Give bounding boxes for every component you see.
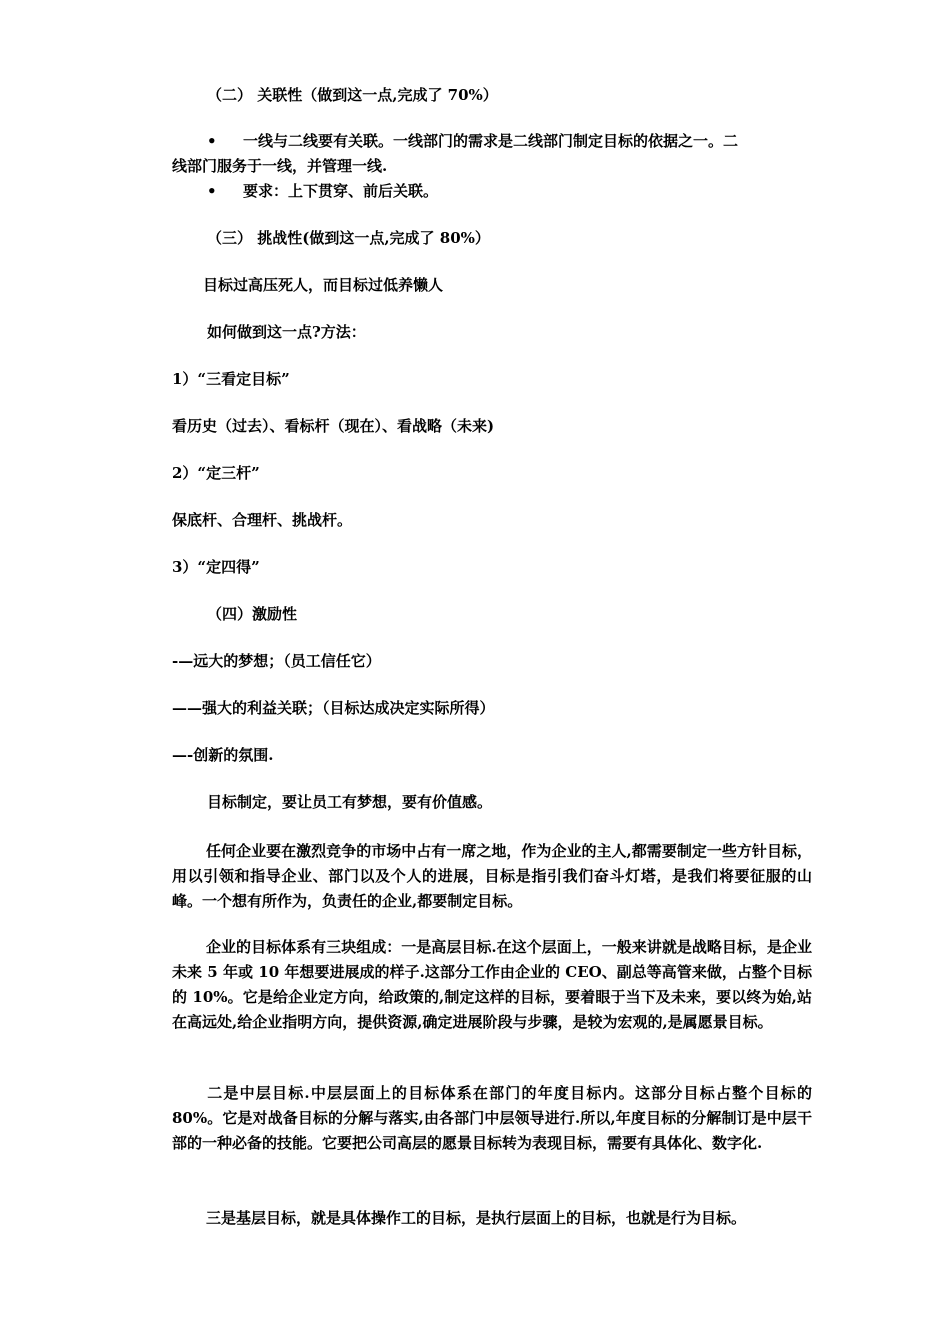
- bullet-marker: •: [207, 132, 217, 150]
- item-1-body: 看历史（过去）、看标杆（现在）、看战略（未来): [172, 417, 495, 435]
- section-3-paragraph-2: 如何做到这一点?方法：: [207, 323, 366, 341]
- mid-level-paragraph: [172, 1081, 812, 1156]
- base-level-paragraph: [172, 1206, 812, 1231]
- item-2-body: 保底杆、合理杆、挑战杆。: [172, 511, 353, 529]
- item-3-title: 3）“定四得”: [172, 558, 260, 576]
- section-4-line-1: -—远大的梦想；（员工信任它）: [172, 652, 381, 670]
- section-4-line-3: —-创新的氛围.: [172, 746, 274, 764]
- mid-level-paragraph-text: 二是中层目标.中层层面上的目标体系在部门的年度目标内。这部分目标占整个目标的 80%。它是对战备目标的分解与落实,由各部门中层领导进行.所以,年度目标的分解制订是中层干部的一种必备的技能。它要把公司高层的愿景目标转为表现目标，需要有具体化、数字化.: [172, 1084, 812, 1152]
- item-1-title: 1）“三看定目标”: [172, 370, 290, 388]
- section-2-bullet-1-line-2: 线部门服务于一线，并管理一线.: [172, 157, 388, 175]
- item-2-title: 2）“定三杆”: [172, 464, 260, 482]
- section-2-bullet-2: 要求：上下贯穿、前后关联。: [243, 182, 439, 200]
- high-level-paragraph-text: 企业的目标体系有三块组成：一是高层目标.在这个层面上，一般来讲就是战略目标，是企业未来 5 年或 10 年想要进展成的样子.这部分工作由企业的 CEO、副总等高管来做，占整个目标的 10%。它是给企业定方向，给政策的,制定这样的目标，要着眼于当下及未来，要以终为始,站在高远处,给企业指明方向，提供资源,确定进展阶段与步骤，是较为宏观的,是属愿景目标。: [172, 938, 812, 1031]
- enterprise-paragraph-text: 任何企业要在激烈竞争的市场中占有一席之地，作为企业的主人,都需要制定一些方针目标，用以引领和指导企业、部门以及个人的进展，目标是指引我们奋斗灯塔，是我们将要征服的山峰。一个想有所作为，负责任的企业,都要制定目标。: [172, 842, 812, 910]
- section-2-heading: （二） 关联性（做到这一点,完成了 70%）: [207, 86, 498, 104]
- enterprise-paragraph: [172, 839, 812, 914]
- high-level-paragraph: [172, 935, 812, 1035]
- section-3-heading: （三） 挑战性(做到这一点,完成了 80%）: [207, 229, 490, 247]
- base-level-paragraph-text: 三是基层目标，就是具体操作工的目标，是执行层面上的目标，也就是行为目标。: [206, 1209, 747, 1227]
- values-paragraph: 目标制定，要让员工有梦想，要有价值感。: [207, 793, 493, 811]
- section-4-line-2: ——强大的利益关联；（目标达成决定实际所得）: [172, 699, 495, 717]
- section-3-paragraph-1: 目标过高压死人，而目标过低养懒人: [203, 276, 444, 294]
- section-2-bullet-1-line-1: 一线与二线要有关联。一线部门的需求是二线部门制定目标的依据之一。二: [243, 132, 739, 150]
- section-4-heading: （四）激励性: [207, 605, 298, 623]
- bullet-marker: •: [207, 182, 217, 200]
